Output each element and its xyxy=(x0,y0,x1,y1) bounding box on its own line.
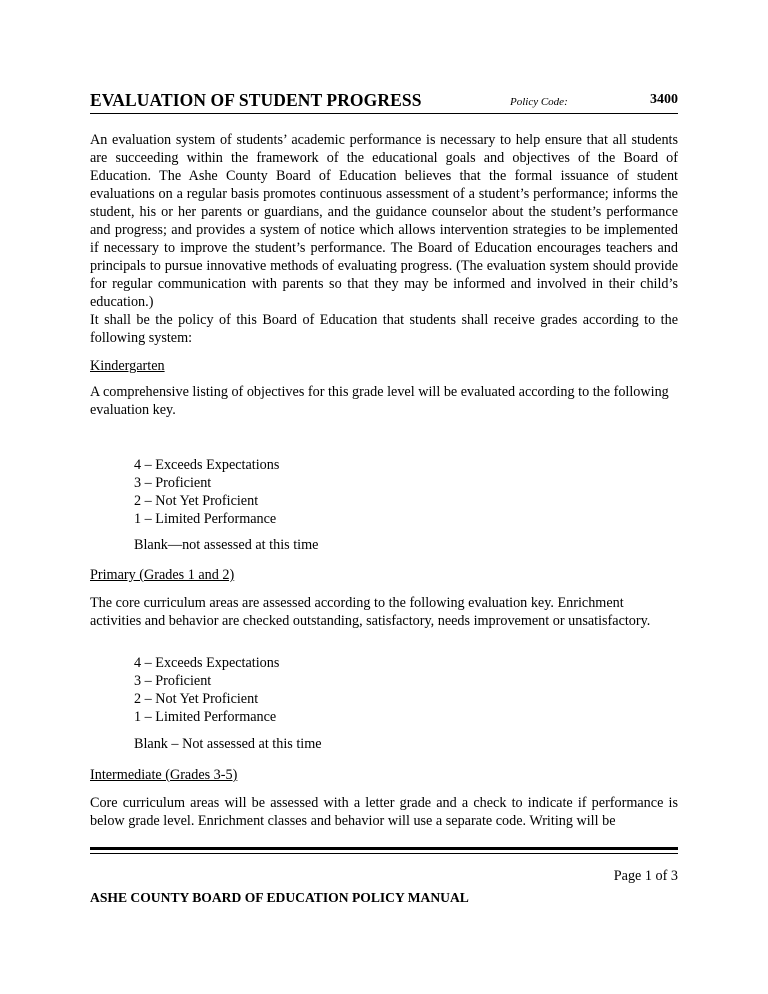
kindergarten-heading: Kindergarten xyxy=(90,358,165,374)
key-item: 1 – Limited Performance xyxy=(134,511,277,527)
policy-code-label: Policy Code: xyxy=(510,96,568,108)
key-item: 4 – Exceeds Expectations xyxy=(134,655,280,671)
policy-code-value: 3400 xyxy=(650,92,678,107)
primary-heading: Primary (Grades 1 and 2) xyxy=(90,567,235,583)
key-item: 4 – Exceeds Expectations xyxy=(134,457,280,473)
key-item: 2 – Not Yet Proficient xyxy=(134,691,259,707)
kindergarten-blank-note: Blank—not assessed at this time xyxy=(134,537,319,553)
intermediate-heading: Intermediate (Grades 3-5) xyxy=(90,767,238,783)
kindergarten-evaluation-key xyxy=(134,456,279,528)
page-header xyxy=(90,90,678,114)
header-rule xyxy=(90,113,678,114)
key-item: 1 – Limited Performance xyxy=(134,709,277,725)
intro-paragraph: An evaluation system of students’ academic performance is necessary to help ensure that all students are succeeding within the framework of the educational goals and objectives of the Board of Education. The Ashe County Board of Education believes that the formal issuance of student evaluations on a regular basis promotes continuous assessment of a student’s performance; informs the student, his or her parents or guardians, and the guidance counselor about the student’s performance and progress; and provides a system of notice which allows intervention strategies to be implemented if necessary to improve the student’s performance. The Board of Education encourages teachers and principals to pursue innovative methods of evaluating progress. (The evaluation system should provide for regular communication with parents so that they may be informed and involved in their child’s education.) xyxy=(90,132,678,310)
footer-rule-thick xyxy=(90,847,678,850)
primary-blank-note: Blank – Not assessed at this time xyxy=(134,736,322,752)
policy-paragraph: It shall be the policy of this Board of Education that students shall receive grades according to the following system: xyxy=(90,312,678,346)
key-item: 2 – Not Yet Proficient xyxy=(134,493,259,509)
primary-text: The core curriculum areas are assessed according to the following evaluation key. Enrichment activities and behavior are checked outstanding, satisfactory, needs improvement or unsatisfactory. xyxy=(90,595,651,629)
key-item: 3 – Proficient xyxy=(134,673,212,689)
policy-title: EVALUATION OF STUDENT PROGRESS xyxy=(90,90,422,110)
footer-manual-title: ASHE COUNTY BOARD OF EDUCATION POLICY MANUAL xyxy=(90,890,469,905)
primary-evaluation-key xyxy=(134,654,279,726)
key-item: 3 – Proficient xyxy=(134,475,212,491)
footer-rule-thin xyxy=(90,853,678,854)
intermediate-text: Core curriculum areas will be assessed with a letter grade and a check to indicate if performance is below grade level. Enrichment classes and behavior will use a separate code. Writing will be xyxy=(90,795,678,829)
kindergarten-text: A comprehensive listing of objectives for this grade level will be evaluated according to the following evaluation key. xyxy=(90,384,669,418)
page-number: Page 1 of 3 xyxy=(613,868,678,884)
